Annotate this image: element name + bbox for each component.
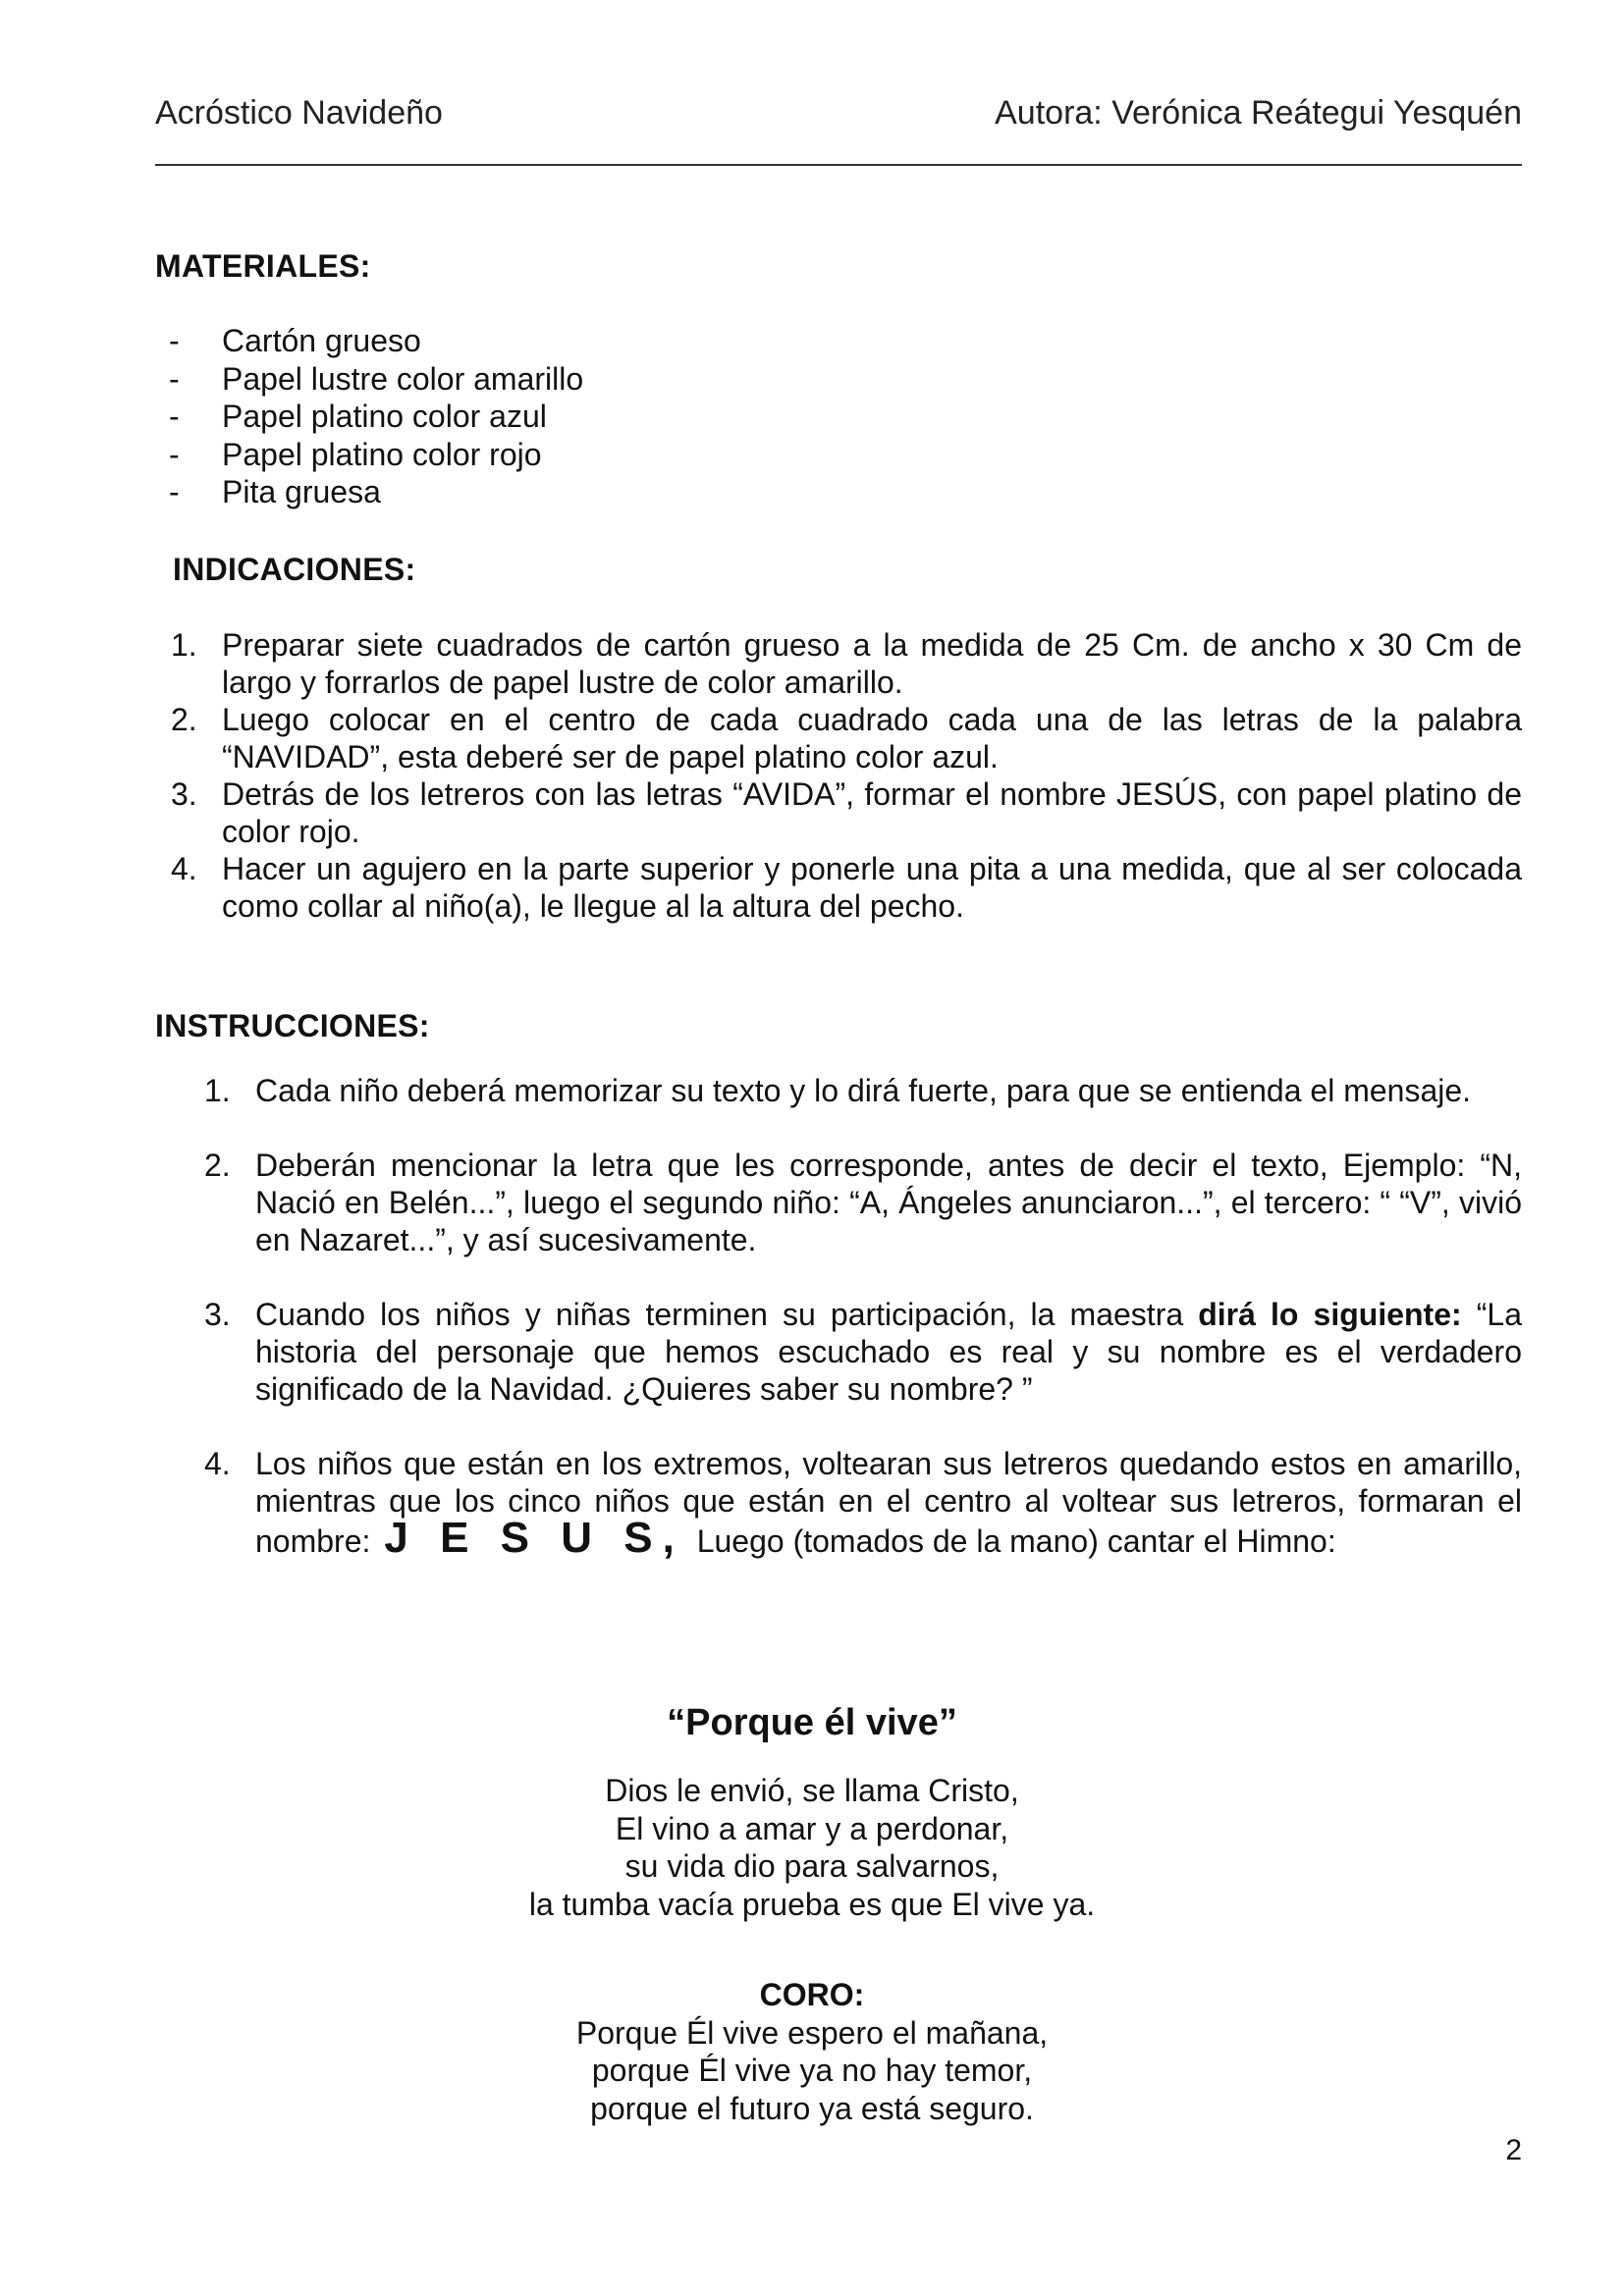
list-item: 3. Detrás de los letreros con las letras “AVIDA”, formar el nombre JESÚS, con papel platino de color rojo. <box>171 776 1522 849</box>
indicaciones-heading: INDICACIONES: <box>173 552 416 587</box>
coro-line: porque Él vive ya no hay temor, <box>591 2053 1033 2088</box>
list-item: 2. Luego colocar en el centro de cada cuadrado cada una de las letras de la palabra “NAVIDAD”, esta deberé ser de papel platino color azul. <box>171 702 1522 774</box>
indicaciones-list <box>171 626 1522 925</box>
list-item: - Cartón grueso <box>169 323 421 358</box>
header-rule <box>155 164 1522 166</box>
verse-line: Dios le envió, se llama Cristo, <box>605 1773 1019 1808</box>
materiales-heading: MATERIALES: <box>155 248 371 284</box>
verse-line: su vida dio para salvarnos, <box>624 1848 1000 1884</box>
materiales-list <box>167 322 583 511</box>
list-item: 4. Hacer un agujero en la parte superior y ponerle una pita a una medida, que al ser colocada como collar al niño(a), le llegue al la altura del pecho. <box>171 851 1522 924</box>
list-item: 1. Preparar siete cuadrados de cartón grueso a la medida de 25 Cm. de ancho x 30 Cm de largo y forrarlos de papel lustre de color amarillo. <box>171 627 1522 700</box>
page-header <box>155 94 1522 133</box>
jesus-word: J E S U S, <box>384 1514 684 1562</box>
instrucciones-list <box>204 1072 1523 1597</box>
list-item: 4. Los niños que están en los extremos, voltearan sus letreros quedando estos en amarillo, mientras que los cinco niños que están en el centro al voltear sus letreros, formaran el nombre: J E S U S, Luego (tomados de la mano) cantar el Himno: <box>204 1446 1522 1562</box>
list-item: - Pita gruesa <box>169 474 381 509</box>
song-verse <box>0 1772 1624 1923</box>
instrucciones-heading: INSTRUCCIONES: <box>155 1008 430 1043</box>
page-number: 2 <box>1505 2134 1522 2166</box>
header-title: Acróstico Navideño <box>155 94 443 132</box>
list-item: 1. Cada niño deberá memorizar su texto y lo dirá fuerte, para que se entienda el mensaje. <box>204 1073 1472 1108</box>
list-item: - Papel platino color rojo <box>169 436 542 472</box>
header-author: Autora: Verónica Reátegui Yesquén <box>995 94 1522 132</box>
list-item: - Papel platino color azul <box>169 399 547 434</box>
coro-line: porque el futuro ya está seguro. <box>590 2090 1034 2126</box>
list-item: 2. Deberán mencionar la letra que les corresponde, antes de decir el texto, Ejemplo: “N, Nació en Belén...”, luego el segundo niño: “A, Ángeles anunciaron...”, el tercero: “ “V”, vivió en Nazaret...”, y así sucesivamente. <box>204 1148 1522 1257</box>
verse-line: la tumba vacía prueba es que El vive ya. <box>528 1886 1096 1922</box>
song-title: “Porque él vive” <box>667 1702 957 1743</box>
list-item: 3. Cuando los niños y niñas terminen su participación, la maestra dirá lo siguiente: “La historia del personaje que hemos escuchado es real y su nombre es el verdadero significado de la Navidad. ¿Quieres saber su nombre? ” <box>204 1297 1523 1407</box>
song-coro <box>0 1976 1624 2127</box>
verse-line: El vino a amar y a perdonar, <box>615 1810 1009 1846</box>
list-item: - Papel lustre color amarillo <box>169 360 584 397</box>
coro-title: CORO: <box>759 1977 865 2012</box>
coro-line: Porque Él vive espero el mañana, <box>575 2014 1049 2051</box>
